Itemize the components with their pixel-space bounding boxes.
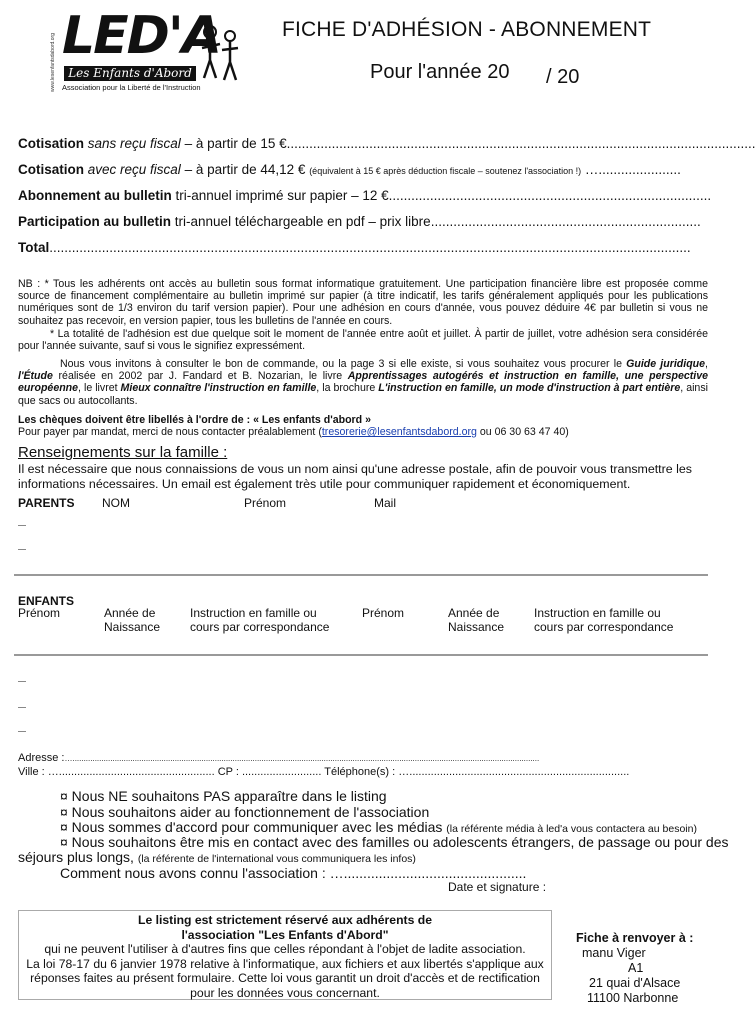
children-drawing-icon (198, 22, 242, 84)
option-media-label: ¤ Nous sommes d'accord pour communiquer avec les médias (60, 819, 443, 835)
fee-line-sans-recu: Cotisation sans reçu fiscal – à partir de 15 €............................................................................................................................. (18, 136, 756, 151)
logo-subtitle: Association pour la Liberté de l'Instruction (62, 83, 201, 92)
logo-tagline: Les Enfants d'Abord (64, 66, 196, 81)
p3-text: , (705, 358, 708, 370)
option-international-label: séjours plus longs, (18, 849, 134, 865)
p3-text: Nous vous invitons à consulter le bon de commande, ou la page 3 si elle existe, si vous souhaitez vous procurer le (60, 358, 627, 370)
option-international[interactable]: ¤ Nous souhaitons être mis en contact avec des familles ou adolescents étrangers, de passage ou pour des (60, 834, 729, 850)
child-naissance-header-2: Naissance (448, 620, 505, 634)
logo-vertical-url: www.lesenfantsdabord.org (50, 33, 56, 92)
fee-label: Cotisation (18, 136, 84, 151)
child-instruction-header: Instruction en famille ou (190, 606, 317, 620)
fee-type: avec reçu fiscal (87, 162, 181, 177)
notice-line-6: pour les données vous concernant. (190, 985, 380, 1000)
send-to-line-2: A1 (628, 961, 644, 975)
nb-paragraph-1: NB : * Tous les adhérents ont accès au bulletin sous format informatique gratuitement. Une participation financière libre est proposée comme source de financement complémentaire au bulletin imprimé sur papier (à titre indicatif, les tarifs généralement appliqués pour les publications numériques sont de 1/3 environ du tarif version papier). Pour une adhésion en cours d'année, vous pouvez déduire 4€ par bulletin si vous ne souhaitez pas recevoir, en version papier, tous les bulletins de l'année en cours. (18, 278, 708, 327)
family-section-title: Renseignements sur la famille : (18, 444, 228, 461)
fee-label: Total (18, 240, 50, 255)
postcode-label: CP : (217, 766, 239, 778)
cheques-note: Les chèques doivent être libellés à l'ordre de : « Les enfants d'abord » (18, 414, 371, 426)
fee-note: (équivalent à 15 € après déduction fiscale – soutenez l'association !) (309, 166, 582, 176)
address-label: Adresse : (18, 752, 65, 764)
fee-type: sans reçu fiscal (87, 136, 181, 151)
send-to-street: 21 quai d'Alsace (589, 976, 681, 990)
brochure-title: L'instruction en famille, un mode d'instruction à part entière (378, 382, 681, 395)
parent-row-2[interactable] (18, 549, 26, 550)
notice-line-5: réponses faites au présent formulaire. Cette loi vous garantit un droit d'accès et de rectification (30, 971, 540, 986)
enfants-label: ENFANTS (18, 594, 75, 608)
send-to-name: manu Viger (582, 946, 646, 960)
p3-text: , la brochure (316, 382, 379, 395)
fee-line-total: Total........................................................................................................................................................................... (18, 240, 691, 255)
guide-juridique-title: Guide juridique (626, 358, 706, 370)
send-to-block (560, 931, 710, 1006)
year-label: Pour l'année 20 (370, 61, 510, 83)
fee-line-abonnement: Abonnement au bulletin tri-annuel imprimé sur papier – 12 €...................................................................................... (18, 188, 712, 203)
nb-paragraph-2: * La totalité de l'adhésion est due quelque soit le moment de l'année entre août et juillet. À partir de juillet, votre adhésion sera considérée pour l'année suivante, sauf si vous le signifiez expressément. (18, 328, 708, 353)
child-cours-header: cours par correspondance (190, 620, 330, 634)
page-title: FICHE D'ADHÉSION - ABONNEMENT (282, 18, 652, 41)
livret-title: Mieux connaître l'instruction en famille (120, 382, 317, 395)
option-media[interactable] (60, 819, 697, 835)
child-prenom-header: Prénom (18, 606, 61, 620)
fee-amount: tri-annuel téléchargeable en pdf – prix libre (174, 214, 431, 229)
section-divider (14, 654, 708, 656)
option-international-cont (18, 849, 416, 865)
etude-title: l'Étude (18, 370, 53, 383)
child-naissance-header: Naissance (104, 620, 161, 634)
option-international-note: (la référente de l'international vous communiquera les infos) (137, 853, 416, 865)
option-media-note: (la référente média à led'a vous contactera au besoin) (446, 823, 697, 835)
family-intro: Il est nécessaire que nous connaissions de vous un nom ainsi qu'une adresse postale, afin de pouvoir vous transmettre les informations nécessaires. Un email est également très utile pour communiquer rapidement et économiquement. (18, 462, 692, 491)
fee-amount: – à partir de 15 € (184, 136, 287, 151)
fee-label: Abonnement au bulletin (18, 188, 172, 203)
mandat-note (18, 426, 708, 438)
child-annee-header-2: Année de (448, 606, 500, 620)
child-cours-header-2: cours par correspondance (534, 620, 674, 634)
how-known-label: Comment nous avons connu l'association : (60, 865, 326, 881)
year-slash: / 20 (546, 66, 580, 88)
notice-line-2: l'association "Les Enfants d'Abord" (181, 927, 389, 942)
fee-amount: – à partir de 44,12 € (184, 162, 306, 177)
mandat-text: Pour payer par mandat, merci de nous contacter préalablement ( (18, 426, 322, 438)
fee-label: Cotisation (18, 162, 84, 177)
mandat-phone: ou 06 30 63 47 40) (476, 426, 569, 438)
how-known-line[interactable]: Comment nous avons connu l'association : …............................................... (60, 865, 527, 881)
treasury-email-link[interactable]: tresorerie@lesenfantsdabord.org (321, 426, 477, 438)
livre-title: Apprentissages autogérés et instruction en famille, une perspective européenne (18, 370, 708, 395)
parents-prenom-header: Prénom (244, 496, 287, 510)
parents-nom-header: NOM (102, 496, 130, 510)
fee-line-participation: Participation au bulletin tri-annuel téléchargeable en pdf – prix libre........................................................................ (18, 214, 701, 229)
nb-paragraph-3 (18, 358, 708, 407)
section-divider (14, 574, 708, 576)
child-instruction-header-2: Instruction en famille ou (534, 606, 661, 620)
option-not-in-listing[interactable]: ¤ Nous NE souhaitons PAS apparaître dans le listing (60, 788, 387, 804)
fee-label: Participation au bulletin (18, 214, 172, 229)
listing-notice (18, 910, 552, 1000)
fee-amount: tri-annuel imprimé sur papier – 12 € (175, 188, 389, 203)
leda-logo (50, 6, 240, 96)
option-help-association[interactable]: ¤ Nous souhaitons aider au fonctionnement de l'association (60, 804, 430, 820)
child-prenom-header-2: Prénom (362, 606, 405, 620)
child-annee-header: Année de (104, 606, 156, 620)
send-to-city: 11100 Narbonne (587, 991, 679, 1005)
child-row-1[interactable] (18, 681, 26, 682)
parents-mail-header: Mail (374, 496, 397, 510)
p3-text: , le livret (78, 382, 121, 395)
city-label: Ville : (18, 766, 45, 778)
parents-label: PARENTS (18, 496, 75, 510)
date-signature-label[interactable]: Date et signature : (448, 880, 547, 894)
p3-text: , ainsi que sacs ou autocollants. (18, 382, 708, 407)
p3-text: réalisée en 2002 par J. Fandard et B. Nozarian, le livre (52, 370, 348, 383)
city-line[interactable]: Ville : …................................................... CP : .......................... Téléphone(s) : …........................................................................ (18, 766, 630, 778)
parent-row-1[interactable] (18, 525, 26, 526)
child-row-3[interactable] (18, 731, 26, 732)
logo-brand: LED'A (62, 6, 220, 66)
child-row-2[interactable] (18, 707, 26, 708)
notice-line-4: La loi 78-17 du 6 janvier 1978 relative à l'informatique, aux fichiers et aux libertés s'applique aux (26, 956, 544, 971)
fee-line-avec-recu: Cotisation avec reçu fiscal – à partir de 44,12 € (équivalent à 15 € après déduction fiscale – soutenez l'association !) …...................... (18, 162, 681, 177)
notice-line-1: Le listing est strictement réservé aux adhérents de (138, 913, 432, 927)
send-to-title: Fiche à renvoyer à : (576, 931, 694, 945)
notice-line-3: qui ne peuvent l'utiliser à d'autres fins que celles répondant à l'objet de ladite association. (44, 942, 526, 957)
phone-label: Téléphone(s) : (324, 766, 396, 778)
address-line[interactable]: Adresse :….................................................................................................................................................................................................................. (18, 752, 540, 764)
